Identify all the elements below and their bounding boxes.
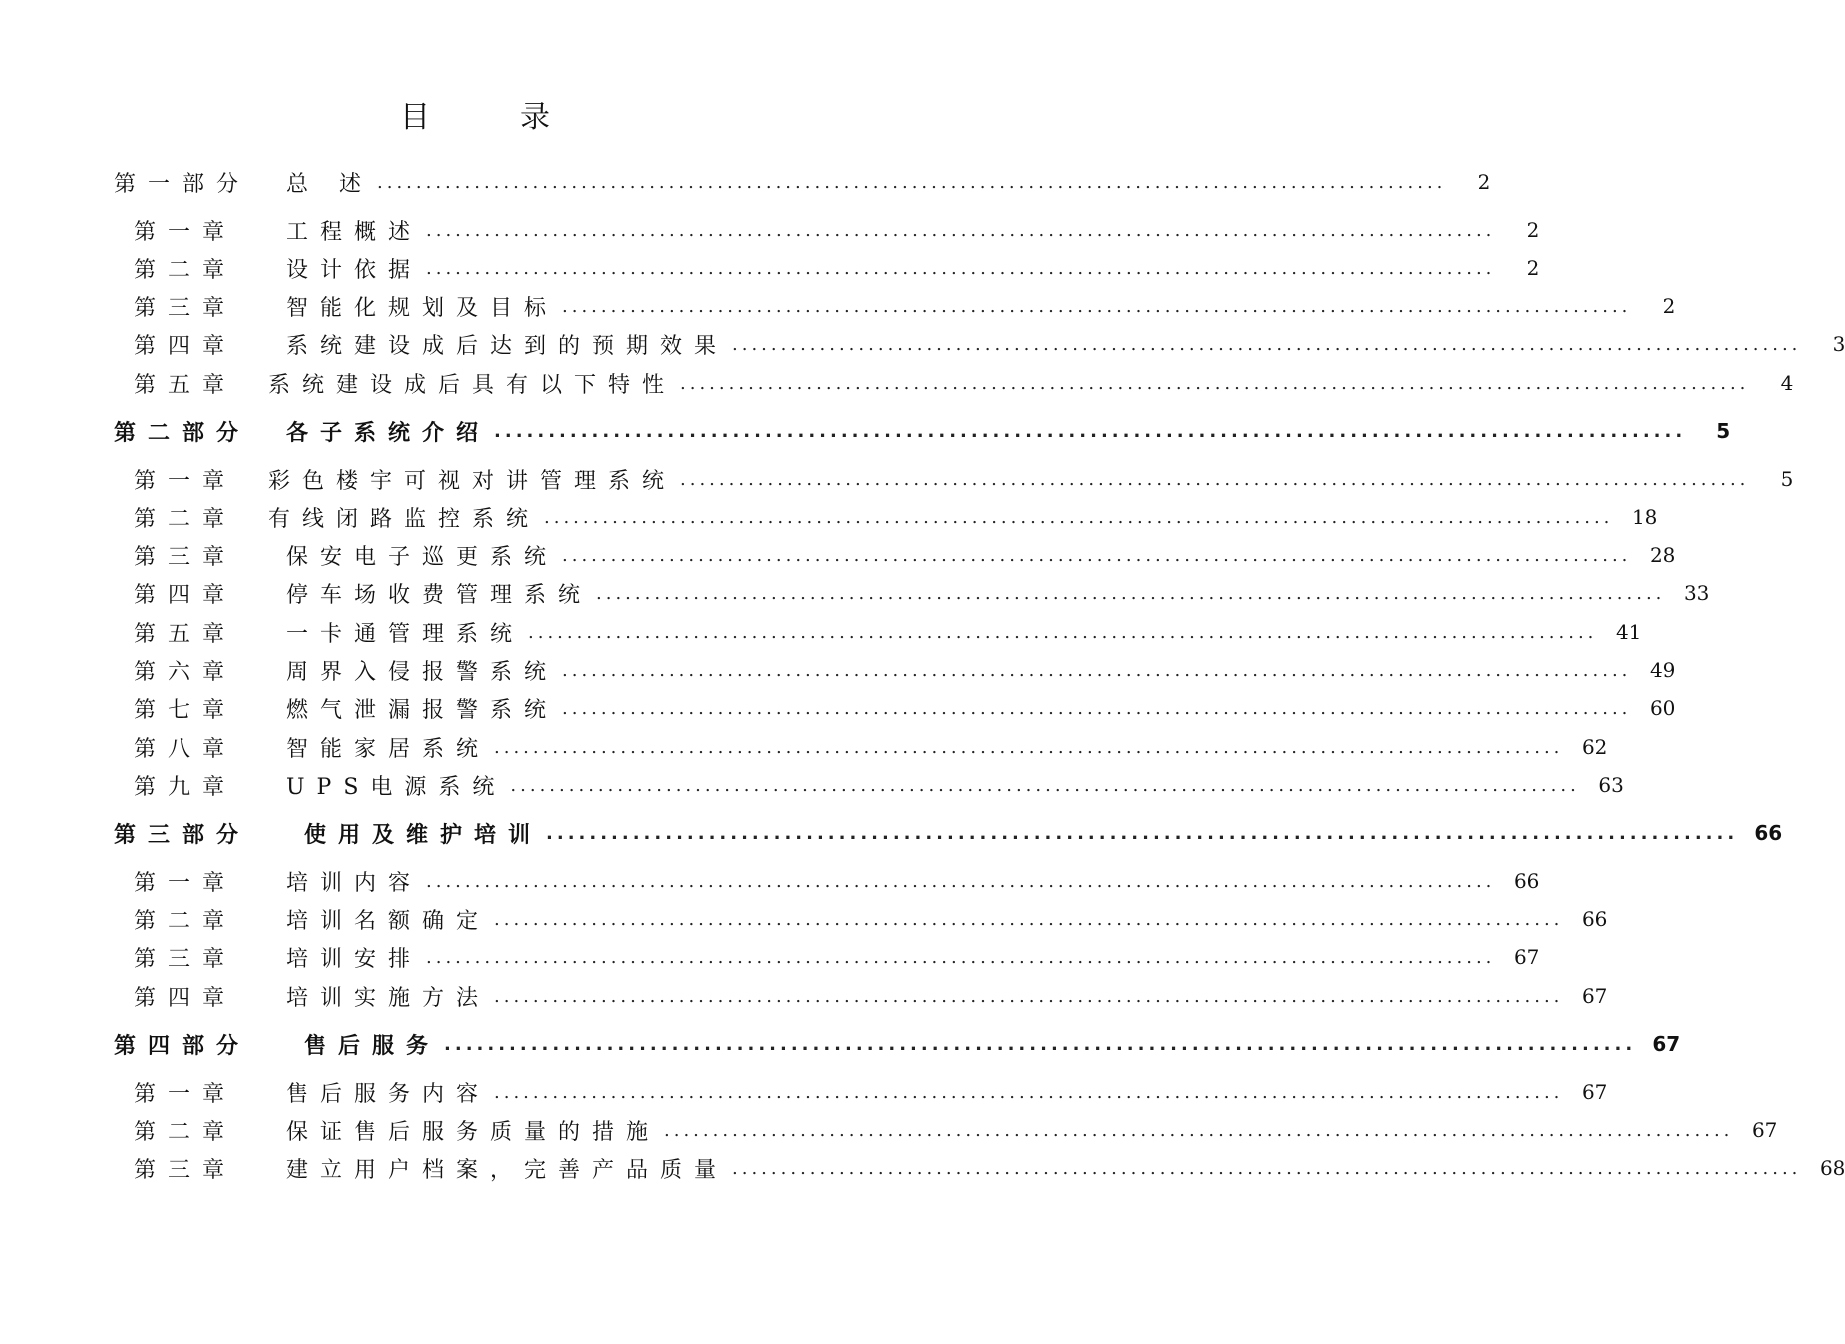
chapter-title: 周界入侵报警系统 (286, 659, 559, 685)
toc-chapter-1-4[interactable] (134, 328, 1845, 360)
chapter-label: 第四章 (134, 985, 237, 1011)
page-number: 2 (1526, 256, 1540, 280)
dot-leader: .............................................................................................................. (680, 372, 1750, 394)
dot-leader: .............................................................................................................. (444, 1033, 1637, 1055)
part-label: 第四部分 (114, 1033, 251, 1059)
dot-leader: .............................................................................................................. (562, 697, 1632, 719)
page-number: 60 (1649, 696, 1676, 720)
chapter-title: 智能家居系统 (286, 736, 491, 762)
page-number: 2 (1526, 218, 1540, 242)
title-char-1: 目 (400, 100, 430, 135)
toc-chapter-1-5[interactable] (134, 367, 1794, 399)
chapter-label: 第二章 (134, 506, 237, 532)
part-label: 第三部分 (114, 822, 251, 848)
chapter-label: 第一章 (134, 1081, 237, 1107)
dot-leader: .............................................................................................................. (494, 1081, 1564, 1103)
toc-chapter-2-7[interactable] (134, 692, 1676, 724)
dot-leader: .............................................................................................................. (732, 1157, 1802, 1179)
page-number: 49 (1649, 658, 1676, 682)
page-number: 67 (1513, 945, 1540, 969)
toc-chapter-3-2[interactable] (134, 903, 1608, 935)
chapter-label: 第三章 (134, 295, 237, 321)
dot-leader: .............................................................................................................. (732, 333, 1802, 355)
page-number: 33 (1683, 581, 1710, 605)
chapter-label: 第五章 (134, 372, 237, 398)
chapter-label: 第八章 (134, 736, 237, 762)
dot-leader: .............................................................................................................. (377, 171, 1447, 193)
page-number: 4 (1780, 371, 1794, 395)
toc-part-1[interactable] (114, 166, 1491, 198)
dot-leader: .............................................................................................................. (494, 908, 1564, 930)
dot-leader: .............................................................................................................. (562, 544, 1632, 566)
chapter-label: 第三章 (134, 946, 237, 972)
page-number: 67 (1751, 1118, 1778, 1142)
part-label: 第一部分 (114, 171, 251, 197)
chapter-title: 保证售后服务质量的措施 (286, 1119, 661, 1145)
chapter-title: 售后服务内容 (286, 1081, 491, 1107)
chapter-label: 第三章 (134, 1157, 237, 1183)
part-title: 售后服务 (304, 1033, 441, 1059)
chapter-label: 第二章 (134, 257, 237, 283)
dot-leader: .............................................................................................................. (544, 506, 1614, 528)
chapter-title: 建立用户档案，完善产品质量 (286, 1157, 729, 1183)
chapter-title: 智能化规划及目标 (286, 295, 559, 321)
page-number: 41 (1615, 620, 1642, 644)
page-number: 67 (1581, 984, 1608, 1008)
chapter-title: 系统建设成后达到的预期效果 (286, 333, 729, 359)
chapter-title: 培训内容 (286, 870, 423, 896)
chapter-label: 第七章 (134, 697, 237, 723)
page-number: 68 (1819, 1156, 1845, 1180)
toc-part-2[interactable] (114, 415, 1731, 447)
dot-leader: .............................................................................................................. (426, 946, 1496, 968)
toc-chapter-4-1[interactable] (134, 1076, 1608, 1108)
chapter-label: 第一章 (134, 219, 237, 245)
page-number: 67 (1581, 1080, 1608, 1104)
chapter-title: 设计依据 (286, 257, 423, 283)
page-number: 63 (1598, 773, 1624, 797)
toc-part-4[interactable] (114, 1028, 1681, 1060)
chapter-title: 燃气泄漏报警系统 (286, 697, 559, 723)
toc-part-3[interactable] (114, 817, 1783, 849)
dot-leader: .............................................................................................................. (510, 774, 1580, 796)
page-number: 66 (1754, 821, 1783, 845)
chapter-title: 保安电子巡更系统 (286, 544, 559, 570)
chapter-label: 第二章 (134, 908, 237, 934)
page-number: 2 (1477, 170, 1491, 194)
chapter-label: 第四章 (134, 582, 237, 608)
chapter-title: 培训实施方法 (286, 985, 491, 1011)
chapter-label: 第四章 (134, 333, 237, 359)
part-title: 总 述 (286, 171, 373, 197)
toc-chapter-1-2[interactable] (134, 252, 1540, 284)
dot-leader: .............................................................................................................. (494, 985, 1564, 1007)
chapter-label: 第九章 (134, 774, 237, 800)
chapter-title: 一卡通管理系统 (286, 621, 525, 647)
title-char-2: 录 (520, 100, 550, 135)
page-number: 5 (1780, 467, 1794, 491)
page-number: 18 (1631, 505, 1658, 529)
chapter-label: 第五章 (134, 621, 237, 647)
page-number: 62 (1581, 735, 1608, 759)
dot-leader: .............................................................................................................. (494, 420, 1687, 442)
dot-leader: .............................................................................................................. (426, 219, 1496, 241)
chapter-label: 第二章 (134, 1119, 237, 1145)
page-number: 2 (1662, 294, 1676, 318)
toc-chapter-2-4[interactable] (134, 577, 1710, 609)
toc-chapter-2-3[interactable] (134, 539, 1676, 571)
page-number: 67 (1652, 1032, 1681, 1056)
toc-chapter-2-2[interactable] (134, 501, 1658, 533)
toc-chapter-2-9[interactable] (134, 769, 1624, 801)
toc-chapter-2-5[interactable] (134, 616, 1642, 648)
dot-leader: .............................................................................................................. (562, 295, 1632, 317)
page-number: 3 (1832, 332, 1845, 356)
toc-chapter-3-4[interactable] (134, 980, 1608, 1012)
toc-chapter-2-1[interactable] (134, 463, 1794, 495)
chapter-title: 系统建设成后具有以下特性 (268, 372, 677, 398)
part-label: 第二部分 (114, 420, 251, 446)
dot-leader: .............................................................................................................. (528, 621, 1598, 643)
page-number: 66 (1513, 869, 1540, 893)
part-title: 使用及维护培训 (304, 822, 543, 848)
toc-chapter-3-1[interactable] (134, 865, 1540, 897)
toc-chapter-1-3[interactable] (134, 290, 1676, 322)
chapter-label: 第一章 (134, 870, 237, 896)
chapter-title: 停车场收费管理系统 (286, 582, 593, 608)
dot-leader: .............................................................................................................. (680, 468, 1750, 490)
dot-leader: .............................................................................................................. (426, 870, 1496, 892)
chapter-label: 第一章 (134, 468, 237, 494)
dot-leader: .............................................................................................................. (546, 822, 1739, 844)
dot-leader: .............................................................................................................. (664, 1119, 1734, 1141)
toc-chapter-2-6[interactable] (134, 654, 1676, 686)
dot-leader: .............................................................................................................. (494, 736, 1564, 758)
chapter-title: UPS电源系统 (286, 774, 507, 800)
page-number: 66 (1581, 907, 1608, 931)
toc-chapter-4-3[interactable] (134, 1152, 1845, 1184)
chapter-title: 彩色楼宇可视对讲管理系统 (268, 468, 677, 494)
toc-chapter-3-3[interactable] (134, 941, 1540, 973)
page-number: 5 (1716, 419, 1731, 443)
chapter-title: 有线闭路监控系统 (268, 506, 541, 532)
chapter-title: 培训安排 (286, 946, 423, 972)
chapter-label: 第六章 (134, 659, 237, 685)
toc-chapter-4-2[interactable] (134, 1114, 1778, 1146)
toc-chapter-1-1[interactable] (134, 214, 1540, 246)
chapter-label: 第三章 (134, 544, 237, 570)
chapter-title: 培训名额确定 (286, 908, 491, 934)
page-number: 28 (1649, 543, 1676, 567)
chapter-title: 工程概述 (286, 219, 423, 245)
dot-leader: .............................................................................................................. (426, 257, 1496, 279)
dot-leader: .............................................................................................................. (562, 659, 1632, 681)
dot-leader: .............................................................................................................. (596, 582, 1666, 604)
toc-chapter-2-8[interactable] (134, 731, 1608, 763)
part-title: 各子系统介绍 (286, 420, 491, 446)
